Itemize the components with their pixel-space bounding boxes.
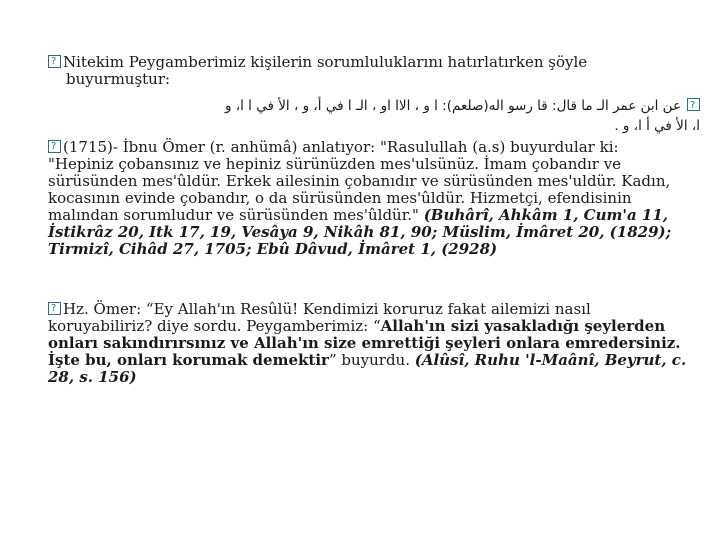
arabic-hadith bbox=[28, 96, 700, 136]
bullet-marker-icon bbox=[48, 140, 61, 153]
bullet-intro-line2: buyurmuştur: bbox=[66, 70, 171, 88]
hadith-source: (Buhârî, Ahkâm 1, Cum'a 11, İstikrâz 20, Itk 17, 19, Vesâya 9, Nikâh 81, 90; Müslim, İmâret 20, (1829); Tirmizî, Cihâd 27, 1705; Ebû Dâvud, İmâret 1, (2928) bbox=[48, 206, 672, 258]
bullet-intro-line1: Nitekim Peygamberimiz kişilerin sorumluluklarını hatırlatırken şöyle bbox=[63, 53, 588, 71]
arabic-line2: ا، الأ في أ ا، و . bbox=[614, 118, 700, 134]
prophet-quote: Allah'ın sizi yasakladığı şeylerden onları sakındırırsınız ve Allah'ın size emrettiği şeyleri onlara emredersiniz. İşte bu, onları korumak demektir bbox=[48, 317, 681, 369]
bullet-intro bbox=[48, 54, 708, 88]
bullet-marker-icon bbox=[687, 98, 700, 111]
bullet-hadith-translation bbox=[48, 139, 688, 258]
omer-intro-text: Hz. Ömer: “Ey Allah'ın Resûlü! Kendimizi koruruz fakat ailemizi nasıl koruyabiliriz? diye sordu. Peygamberimiz: “ bbox=[48, 300, 591, 335]
bullet-marker-icon bbox=[48, 55, 61, 68]
bullet-marker-icon bbox=[48, 302, 61, 315]
hadith-translation-text: (1715)- İbnu Ömer (r. anhümâ) anlatıyor: "Rasulullah (a.s) buyurdular ki: "Hepiniz çobansınız ve hepiniz sürünüzden mes'ulsünüz. İmam çobandır ve sürüsünden mes'ûldür. Erkek ailesinin çobanıdır ve sürüsünden mes'uldür. Kadın, kocasının evinde çobandır, o da sürüsünden mes'ûldür. Hizmetçi, efendisinin malından sorumludur ve sürüsünden mes'ûldür." bbox=[48, 138, 671, 224]
omer-after-text: ” buyurdu. bbox=[328, 351, 415, 369]
arabic-line1: عن ابن عمر الـ ما قال: قا رسو اله(صلعم): ا و ، الاا او ، الـ ا في أ، و ، الأ في ا ا، و bbox=[224, 98, 681, 114]
bullet-omer-question bbox=[48, 301, 688, 386]
omer-source: (Alûsî, Ruhu 'l-Maânî, Beyrut, c. 28, s. 156) bbox=[48, 351, 687, 386]
